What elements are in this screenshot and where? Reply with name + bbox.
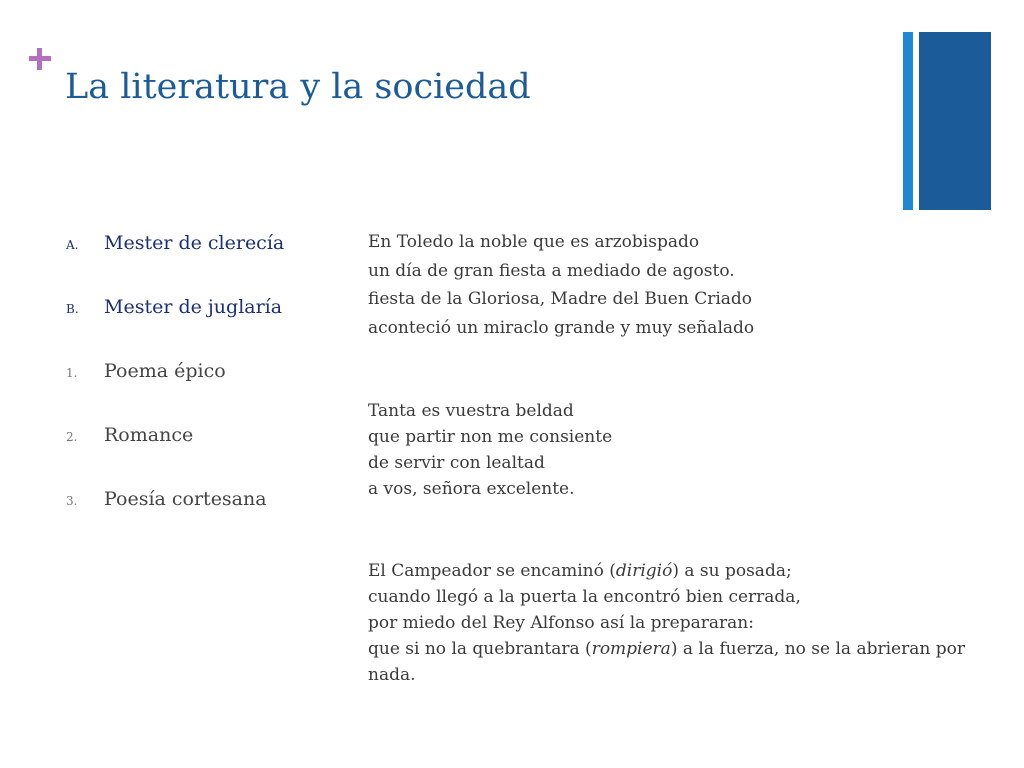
list-label: Poema épico <box>104 360 226 382</box>
poem-line: un día de gran fiesta a mediado de agosto. <box>368 260 735 281</box>
list-item <box>66 360 346 424</box>
list-item <box>66 424 346 488</box>
decor-bar-wide <box>919 32 991 210</box>
topic-list <box>66 232 346 552</box>
poem-line: aconteció un miraclo grande y muy señalado <box>368 317 755 338</box>
list-marker: 2. <box>66 430 78 444</box>
list-item <box>66 296 346 360</box>
list-label: Mester de clerecía <box>104 232 285 254</box>
list-label: Poesía cortesana <box>104 488 267 510</box>
decor-bar-thin <box>903 32 913 210</box>
poem-line: En Toledo la noble que es arzobispado <box>368 232 700 252</box>
list-marker: B. <box>66 302 79 316</box>
poem-line: de servir con lealtad <box>368 453 545 473</box>
list-marker: A. <box>66 238 79 252</box>
list-label: Romance <box>104 424 194 446</box>
poem-clerecia <box>368 228 754 342</box>
poem-line: a vos, señora excelente. <box>368 479 575 499</box>
list-item <box>66 232 346 296</box>
poem-line: El Campeador se encaminó (dirigió) a su posada; <box>368 561 792 581</box>
poem-cid <box>368 558 1008 688</box>
list-marker: 3. <box>66 494 78 508</box>
list-marker: 1. <box>66 366 78 380</box>
poem-line: fiesta de la Gloriosa, Madre del Buen Criado <box>368 289 753 309</box>
poem-line: que si no la quebrantara (rompiera) a la fuerza, no se la abrieran por nada. <box>368 639 965 685</box>
poem-line: Tanta es vuestra beldad <box>368 401 574 421</box>
poem-line: cuando llegó a la puerta la encontró bien cerrada, <box>368 587 801 607</box>
poem-line: por miedo del Rey Alfonso así la prepararan: <box>368 613 754 633</box>
slide-title: La literatura y la sociedad <box>65 67 531 107</box>
plus-icon <box>27 46 53 72</box>
poem-line: que partir non me consiente <box>368 427 613 447</box>
poem-cortesana <box>368 398 612 502</box>
list-item <box>66 488 346 552</box>
list-label: Mester de juglaría <box>104 296 283 318</box>
